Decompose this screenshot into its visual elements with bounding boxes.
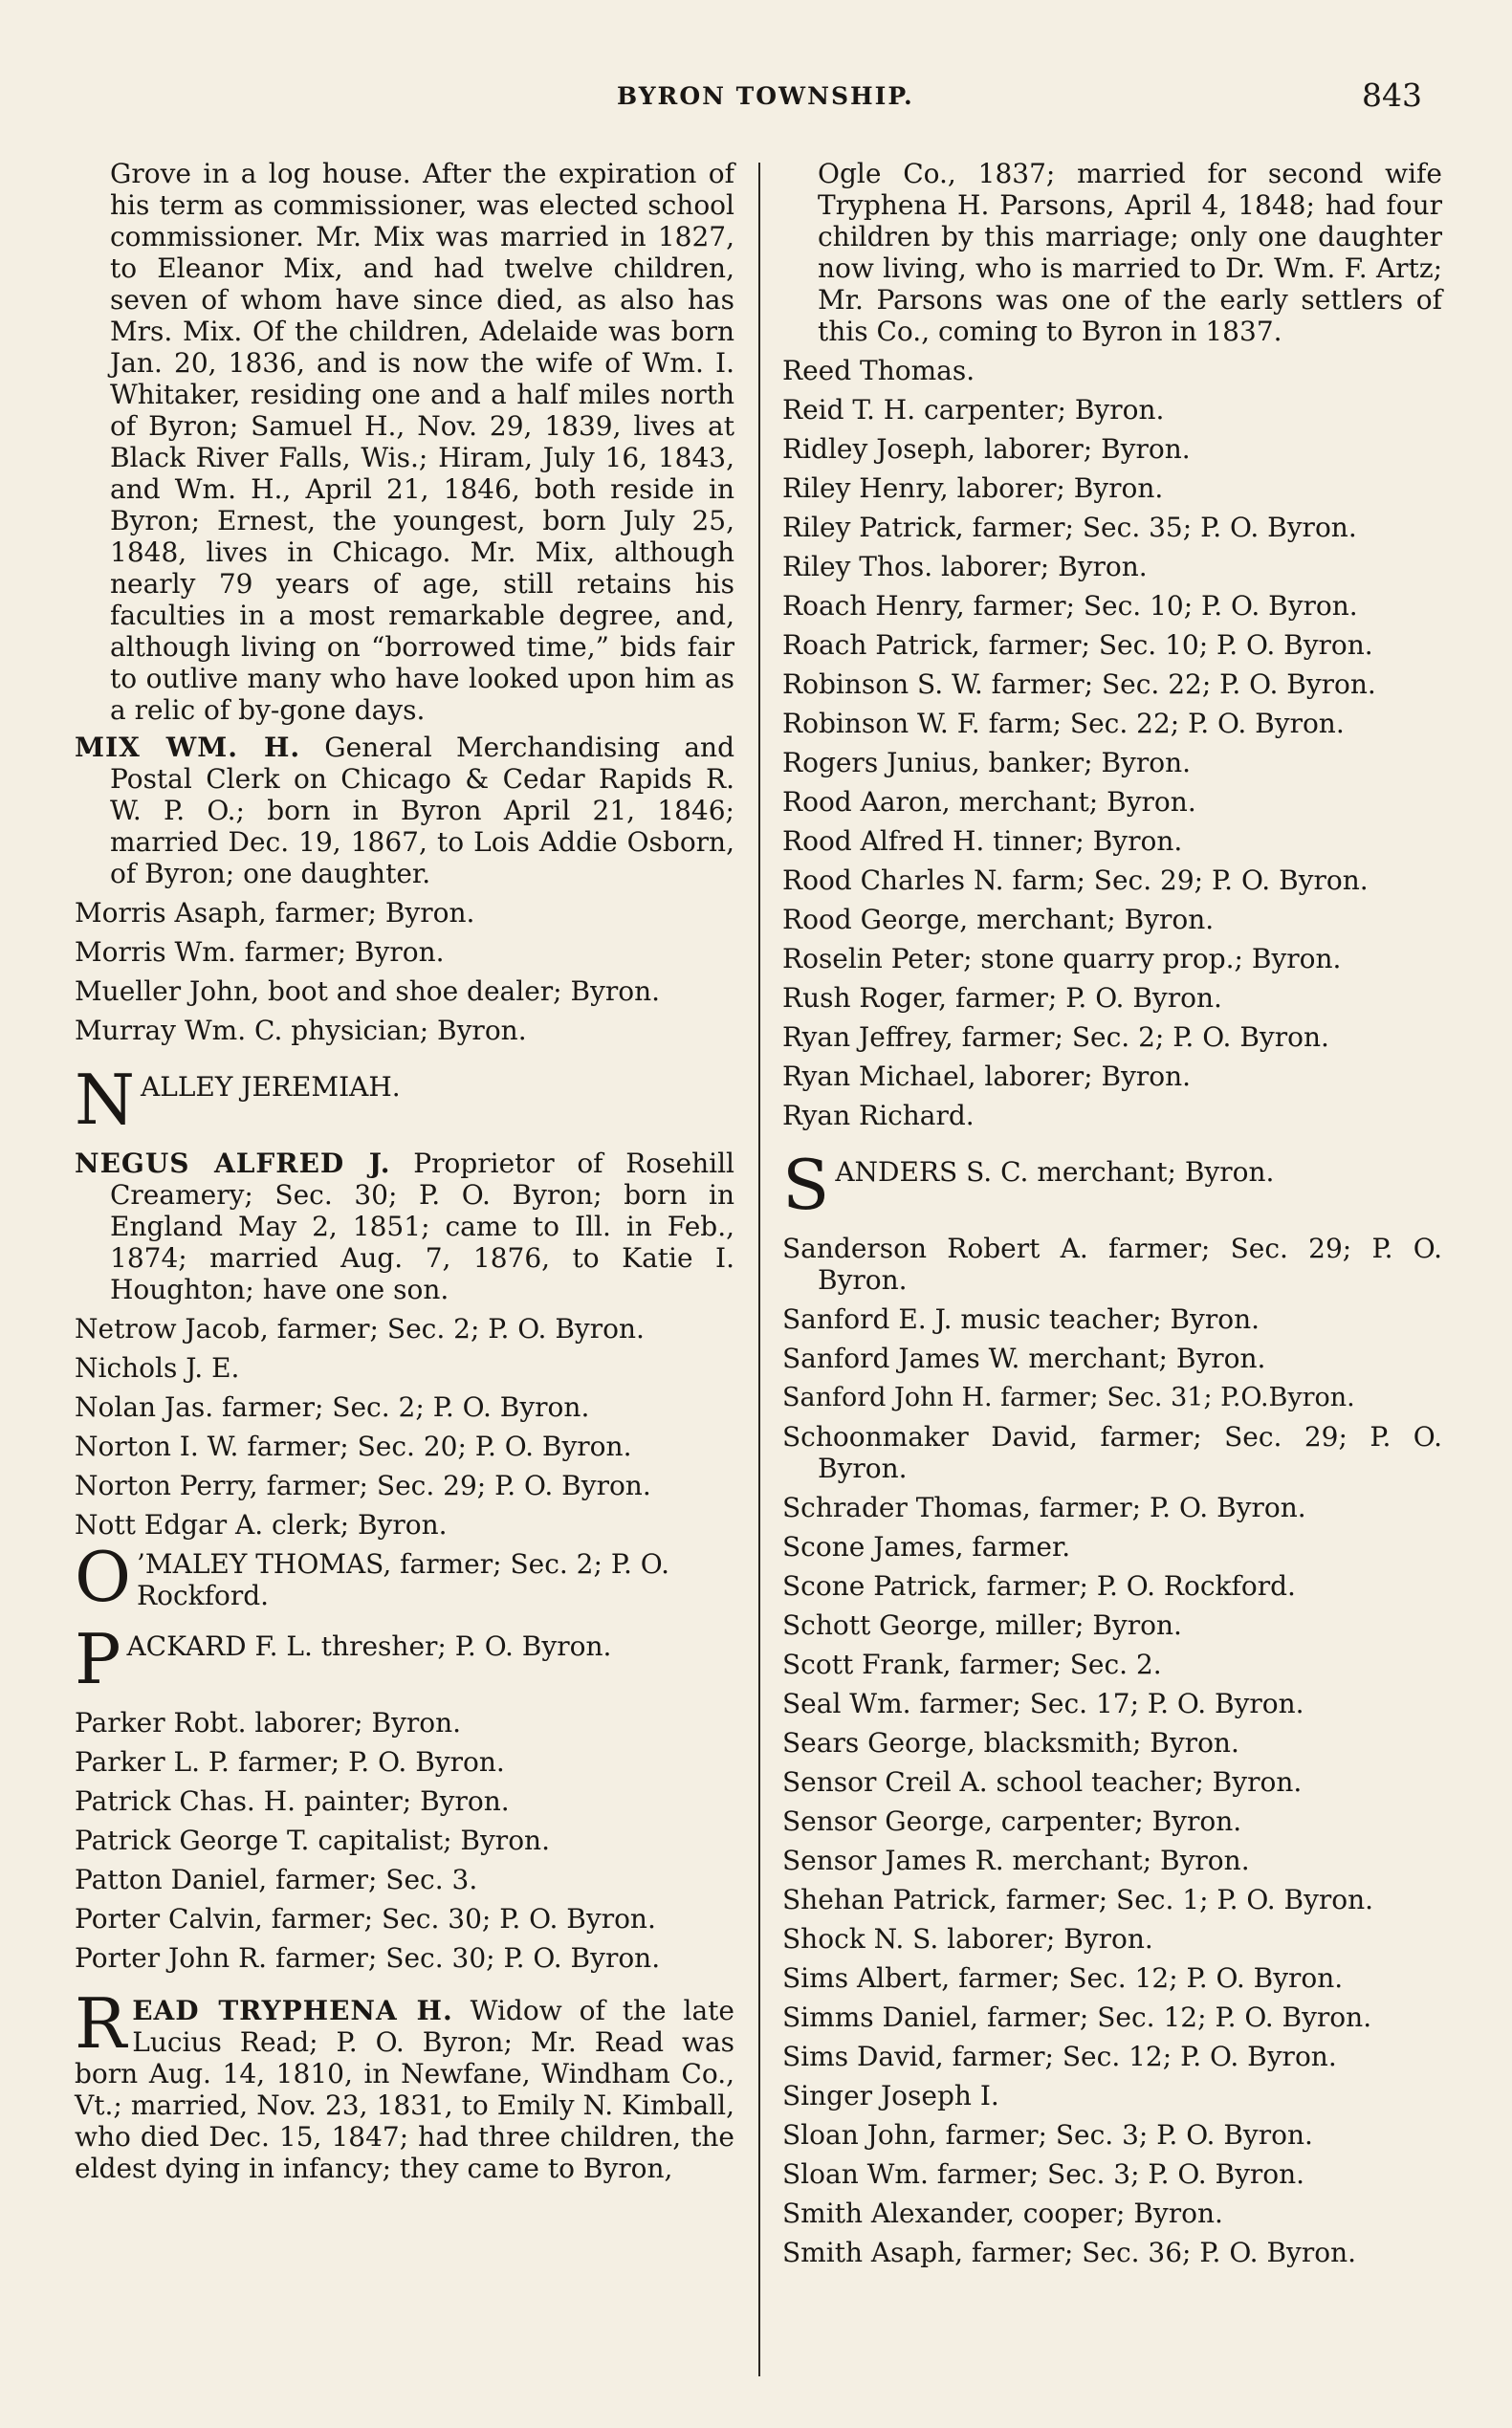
entry-text: Widow of the late Lucius Read; P. O. Byron; Mr. Read was born Aug. 14, 1810, in Newfane, Windham Co., Vt.; married, Nov. 23, 1831, to Emily N. Kimball, who died Dec. 15, 1847; had three children, the eldest dying in infancy; they came to Byron, <box>75 1995 734 2184</box>
list-item: Sensor George, carpenter; Byron. <box>782 1805 1242 1837</box>
list-item: Sanford John H. farmer; Sec. 31; P.O.Byron. <box>782 1383 1355 1412</box>
entry-name: MIX WM. H. <box>75 732 301 763</box>
list-item: Nott Edgar A. clerk; Byron. <box>75 1509 448 1541</box>
list-item: Netrow Jacob, farmer; Sec. 2; P. O. Byron. <box>75 1313 645 1345</box>
left-column <box>75 158 734 2192</box>
list-item: Roselin Peter; stone quarry prop.; Byron. <box>782 943 1342 974</box>
list-item: Robinson W. F. farm; Sec. 22; P. O. Byron. <box>782 708 1345 739</box>
n-entries-list <box>75 1313 734 1541</box>
list-item: Seal Wm. farmer; Sec. 17; P. O. Byron. <box>782 1688 1304 1719</box>
list-item: Rood Charles N. farm; Sec. 29; P. O. Byron. <box>782 864 1369 896</box>
read-continuation-paragraph: Ogle Co., 1837; married for second wife Tryphena H. Parsons, April 4, 1848; had four children by this marriage; only one daughter now living, who is married to Dr. Wm. F. Artz; Mr. Parsons was one of the early settlers of this Co., coming to Byron in 1837. <box>818 158 1442 347</box>
list-item: Shock N. S. laborer; Byron. <box>782 1923 1153 1955</box>
list-item: Norton I. W. farmer; Sec. 20; P. O. Byron. <box>75 1431 632 1462</box>
list-item: Nichols J. E. <box>75 1352 240 1384</box>
list-item: Ryan Richard. <box>782 1100 975 1131</box>
list-item: Porter John R. farmer; Sec. 30; P. O. Byron. <box>75 1942 661 1974</box>
list-item: Sears George, blacksmith; Byron. <box>782 1727 1239 1759</box>
entry-text: ACKARD F. L. thresher; P. O. Byron. <box>126 1630 612 1662</box>
entry-text: General Merchandising and Postal Clerk on Chicago & Cedar Rapids R. W. P. O.; born in Byron April 21, 1846; married Dec. 19, 1867, to Lois Addie Osborn, of Byron; one daughter. <box>110 732 735 889</box>
read-tryphena-entry <box>75 1983 734 2184</box>
list-item: Ryan Jeffrey, farmer; Sec. 2; P. O. Byron. <box>782 1021 1329 1053</box>
list-item: Smith Alexander, cooper; Byron. <box>782 2198 1223 2229</box>
list-item: Rood Alfred H. tinner; Byron. <box>782 825 1183 857</box>
entry-text: Proprietor of Rosehill Creamery; Sec. 30; P. O. Byron; born in England May 2, 1851; came to Ill. in Feb., 1874; married Aug. 7, 1876, to Katie I. Houghton; have one son. <box>110 1148 734 1305</box>
list-item: Rood George, merchant; Byron. <box>782 904 1215 935</box>
list-item: Sensor Creil A. school teacher; Byron. <box>782 1766 1303 1798</box>
list-item: Rood Aaron, merchant; Byron. <box>782 786 1196 818</box>
list-item: Reid T. H. carpenter; Byron. <box>782 394 1165 426</box>
list-item: Nolan Jas. farmer; Sec. 2; P. O. Byron. <box>75 1391 590 1423</box>
drop-cap: R <box>75 1983 127 2064</box>
list-item: Roach Patrick, farmer; Sec. 10; P. O. Byron. <box>782 629 1373 661</box>
list-item: Ridley Joseph, laborer; Byron. <box>782 433 1191 465</box>
list-item: Porter Calvin, farmer; Sec. 30; P. O. Byron. <box>75 1903 656 1935</box>
list-item: Sloan Wm. farmer; Sec. 3; P. O. Byron. <box>782 2158 1305 2190</box>
page-number: 843 <box>1362 77 1422 114</box>
list-item: Morris Wm. farmer; Byron. <box>75 936 445 968</box>
running-head: BYRON TOWNSHIP. <box>617 82 914 110</box>
list-item: Patrick George T. capitalist; Byron. <box>75 1825 550 1856</box>
entry-name: NEGUS ALFRED J. <box>75 1148 391 1179</box>
list-item: Scone James, farmer. <box>782 1531 1071 1563</box>
list-item: Ryan Michael, laborer; Byron. <box>782 1061 1192 1092</box>
drop-cap: P <box>75 1619 121 1699</box>
entry-text: ANDERS S. C. merchant; Byron. <box>835 1156 1275 1188</box>
drop-cap: N <box>75 1060 135 1140</box>
sanders-entry <box>782 1145 1442 1225</box>
list-item: Singer Joseph I. <box>782 2080 999 2111</box>
mix-continuation-paragraph: Grove in a log house. After the expiration of his term as commissioner, was elected school commissioner. Mr. Mix was married in 1827, to Eleanor Mix, and had twelve children, seven of whom have since died, as also has Mrs. Mix. Of the children, Adelaide was born Jan. 20, 1836, and is now the wife of Wm. I. Whitaker, residing one and a half miles north of Byron; Samuel H., Nov. 29, 1839, lives at Black River Falls, Wis.; Hiram, July 16, 1843, and Wm. H., April 21, 1846, both reside in Byron; Ernest, the youngest, born July 25, 1848, lives in Chicago. Mr. Mix, although nearly 79 years of age, still retains his faculties in a most remarkable degree, and, although living on “borrowed time,” bids fair to outlive many who have looked upon him as a relic of by-gone days. <box>110 158 734 726</box>
list-item: Riley Patrick, farmer; Sec. 35; P. O. Byron. <box>782 512 1357 543</box>
list-item: Simms Daniel, farmer; Sec. 12; P. O. Byron. <box>782 2001 1372 2033</box>
m-entries-list <box>75 897 734 1046</box>
list-item: Rush Roger, farmer; P. O. Byron. <box>782 982 1222 1014</box>
list-item: Murray Wm. C. physician; Byron. <box>75 1015 527 1046</box>
omaley-entry <box>75 1537 734 1617</box>
list-item: Shehan Patrick, farmer; Sec. 1; P. O. Byron. <box>782 1884 1374 1915</box>
list-item: Schrader Thomas, farmer; P. O. Byron. <box>782 1492 1306 1523</box>
list-item: Schott George, miller; Byron. <box>782 1609 1182 1641</box>
s-entries-list-b <box>782 1492 1442 2268</box>
list-item: Norton Perry, farmer; Sec. 29; P. O. Byron. <box>75 1470 651 1501</box>
list-item: Mueller John, boot and shoe dealer; Byron. <box>75 975 661 1007</box>
packard-entry <box>75 1619 734 1699</box>
list-item: Parker L. P. farmer; P. O. Byron. <box>75 1746 505 1778</box>
list-item: Roach Henry, farmer; Sec. 10; P. O. Byron. <box>782 590 1358 622</box>
list-item: Patrick Chas. H. painter; Byron. <box>75 1785 510 1817</box>
list-item: Sanford E. J. music teacher; Byron. <box>782 1303 1260 1335</box>
list-item: Morris Asaph, farmer; Byron. <box>75 897 475 929</box>
list-item: Scone Patrick, farmer; P. O. Rockford. <box>782 1570 1296 1602</box>
nalley-entry <box>75 1060 734 1140</box>
s-entries-list-a <box>782 1233 1442 1484</box>
mix-wm-h-entry <box>75 732 734 889</box>
r-entries-list <box>782 355 1442 1131</box>
list-item: Sims David, farmer; Sec. 12; P. O. Byron. <box>782 2041 1337 2072</box>
list-item: Sims Albert, farmer; Sec. 12; P. O. Byron. <box>782 1962 1344 1994</box>
negus-entry <box>75 1148 734 1305</box>
list-item: Rogers Junius, banker; Byron. <box>782 747 1192 778</box>
list-item: Scott Frank, farmer; Sec. 2. <box>782 1649 1162 1680</box>
list-item: Sloan John, farmer; Sec. 3; P. O. Byron. <box>782 2119 1313 2151</box>
list-item: Riley Henry, laborer; Byron. <box>782 472 1164 504</box>
list-item: Sensor James R. merchant; Byron. <box>782 1845 1250 1876</box>
list-item: Parker Robt. laborer; Byron. <box>75 1707 462 1739</box>
right-column <box>782 158 1442 2276</box>
column-divider <box>758 163 760 2376</box>
list-item: Reed Thomas. <box>782 355 975 386</box>
list-item: Robinson S. W. farmer; Sec. 22; P. O. Byron. <box>782 668 1376 700</box>
list-item: Riley Thos. laborer; Byron. <box>782 551 1148 582</box>
list-item: Patton Daniel, farmer; Sec. 3. <box>75 1864 478 1895</box>
entry-text: ’MALEY THOMAS, farmer; Sec. 2; P. O. Rockford. <box>137 1548 670 1611</box>
entry-name: EAD TRYPHENA H. <box>132 1995 453 2026</box>
list-item: Schoonmaker David, farmer; Sec. 29; P. O. Byron. <box>782 1421 1442 1484</box>
drop-cap: S <box>782 1145 830 1225</box>
list-item: Smith Asaph, farmer; Sec. 36; P. O. Byron. <box>782 2237 1357 2268</box>
drop-cap: O <box>75 1537 132 1617</box>
list-item: Sanderson Robert A. farmer; Sec. 29; P. O. Byron. <box>782 1233 1442 1296</box>
list-item: Sanford James W. merchant; Byron. <box>782 1343 1266 1374</box>
entry-text: ALLEY JEREMIAH. <box>141 1071 401 1103</box>
p-entries-list <box>75 1707 734 1974</box>
